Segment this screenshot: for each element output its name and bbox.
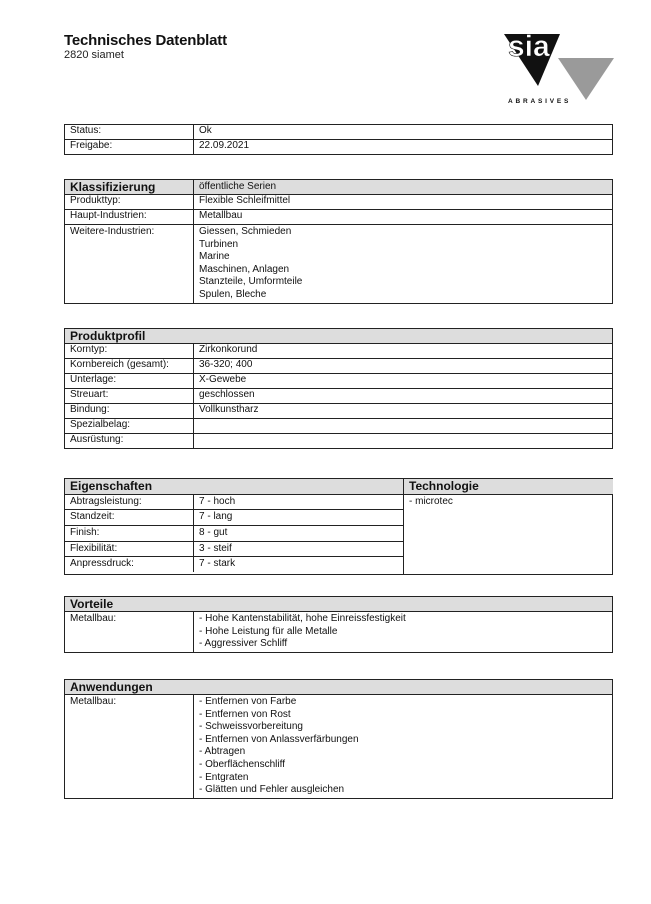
list-item: - Hohe Kantenstabilität, hohe Einreissfestigkeit: [199, 613, 406, 624]
row-value: 3 - steif: [194, 541, 404, 557]
table-row: [65, 225, 613, 304]
row-value: 7 - lang: [194, 510, 404, 526]
release-label: Freigabe:: [65, 140, 194, 155]
section-header: [65, 180, 613, 195]
eigenschaften-technologie-block: [64, 478, 613, 575]
table-row: [65, 557, 403, 572]
table-row: [65, 195, 613, 210]
table-row: [65, 434, 613, 449]
row-value: 36-320; 400: [194, 359, 613, 374]
row-label: Ausrüstung:: [65, 434, 194, 449]
row-label: Korntyp:: [65, 344, 194, 359]
list-item: Maschinen, Anlagen: [199, 263, 290, 275]
table-row: [65, 344, 613, 359]
table-row: [65, 210, 613, 225]
status-label: Status:: [65, 125, 194, 140]
list-item: Turbinen: [199, 238, 239, 250]
row-label: Kornbereich (gesamt):: [65, 359, 194, 374]
row-value-list: [194, 612, 613, 653]
list-item: - Oberflächenschliff: [199, 758, 285, 770]
row-label: Unterlage:: [65, 374, 194, 389]
row-label: Bindung:: [65, 404, 194, 419]
section-heading: Produktprofil: [65, 329, 613, 344]
row-value: Vollkunstharz: [194, 404, 613, 419]
row-label: Weitere-Industrien:: [65, 225, 194, 304]
row-label: Spezialbelag:: [65, 419, 194, 434]
table-row: [65, 359, 613, 374]
table-row: [65, 494, 403, 510]
row-label: Standzeit:: [65, 510, 194, 526]
table-row: [65, 140, 613, 155]
row-value: Zirkonkorund: [194, 344, 613, 359]
row-label: Haupt-Industrien:: [65, 210, 194, 225]
logo-subtext: ABRASIVES: [508, 98, 572, 105]
section-header: [65, 680, 613, 695]
row-value: [194, 434, 613, 449]
row-label: Metallbau:: [65, 612, 194, 653]
table-row: [65, 526, 403, 542]
row-value: geschlossen: [194, 389, 613, 404]
row-value-list: [194, 695, 613, 799]
row-label: Metallbau:: [65, 695, 194, 799]
row-value: 8 - gut: [194, 526, 404, 542]
section-heading-value: öffentliche Serien: [194, 180, 613, 195]
row-value: 7 - hoch: [194, 494, 404, 510]
row-value: 7 - stark: [199, 558, 236, 570]
list-item: - microtec: [409, 495, 453, 507]
row-value: [194, 419, 613, 434]
row-label: Finish:: [65, 526, 194, 542]
table-row: [65, 541, 403, 557]
section-heading: Vorteile: [65, 597, 613, 612]
list-item: Marine: [199, 251, 230, 263]
list-item: - Schweissvorbereitung: [199, 721, 303, 733]
produktprofil-table: [64, 328, 613, 449]
row-label: Streuart:: [65, 389, 194, 404]
section-header: [65, 329, 613, 344]
technologie-section: [403, 479, 613, 574]
section-heading: Anwendungen: [65, 680, 613, 695]
table-row: [65, 374, 613, 389]
table-row: [65, 695, 613, 799]
list-item: - Hohe Leistung für alle Metalle: [199, 625, 338, 637]
product-subtitle: 2820 siamet: [64, 49, 124, 61]
row-value: Metallbau: [194, 210, 613, 225]
logo-wordmark: sia: [508, 30, 550, 63]
row-value: X-Gewebe: [194, 374, 613, 389]
list-item: - Entfernen von Anlassverfärbungen: [199, 733, 359, 745]
status-value: Ok: [194, 125, 613, 140]
list-item: - Entgraten: [199, 771, 249, 783]
row-value-list: [194, 225, 613, 304]
row-label: Produkttyp:: [65, 195, 194, 210]
section-heading: Eigenschaften: [65, 479, 403, 494]
eigenschaften-section: [65, 479, 403, 574]
list-item: - Entfernen von Farbe: [199, 696, 297, 707]
logo-gray-triangle: [558, 58, 614, 100]
row-label: Anpressdruck:: [65, 557, 194, 572]
release-value: 22.09.2021: [194, 140, 613, 155]
table-row: [65, 612, 613, 653]
row-value: Flexible Schleifmittel: [194, 195, 613, 210]
list-item: - Aggressiver Schliff: [199, 638, 288, 650]
table-row: [65, 125, 613, 140]
status-table: [64, 124, 613, 155]
table-row: [65, 404, 613, 419]
list-item: - Entfernen von Rost: [199, 708, 291, 720]
list-item: - Abtragen: [199, 746, 246, 758]
row-label: Abtragsleistung:: [65, 494, 194, 510]
table-row: [65, 419, 613, 434]
table-row: [65, 510, 403, 526]
list-item: Giessen, Schmieden: [199, 226, 292, 237]
list-item: - Glätten und Fehler ausgleichen: [199, 784, 345, 796]
row-label: Flexibilität:: [65, 541, 194, 557]
section-heading: Klassifizierung: [65, 180, 194, 195]
page-title: Technisches Datenblatt: [64, 32, 227, 49]
anwendungen-table: [64, 679, 613, 799]
klassifizierung-table: [64, 179, 613, 304]
vorteile-table: [64, 596, 613, 653]
table-row: [65, 389, 613, 404]
section-heading: Technologie: [404, 479, 613, 494]
list-item: Stanzteile, Umformteile: [199, 276, 303, 288]
section-header: [65, 597, 613, 612]
sia-abrasives-logo: [498, 30, 616, 106]
list-item: Spulen, Bleche: [199, 288, 267, 300]
